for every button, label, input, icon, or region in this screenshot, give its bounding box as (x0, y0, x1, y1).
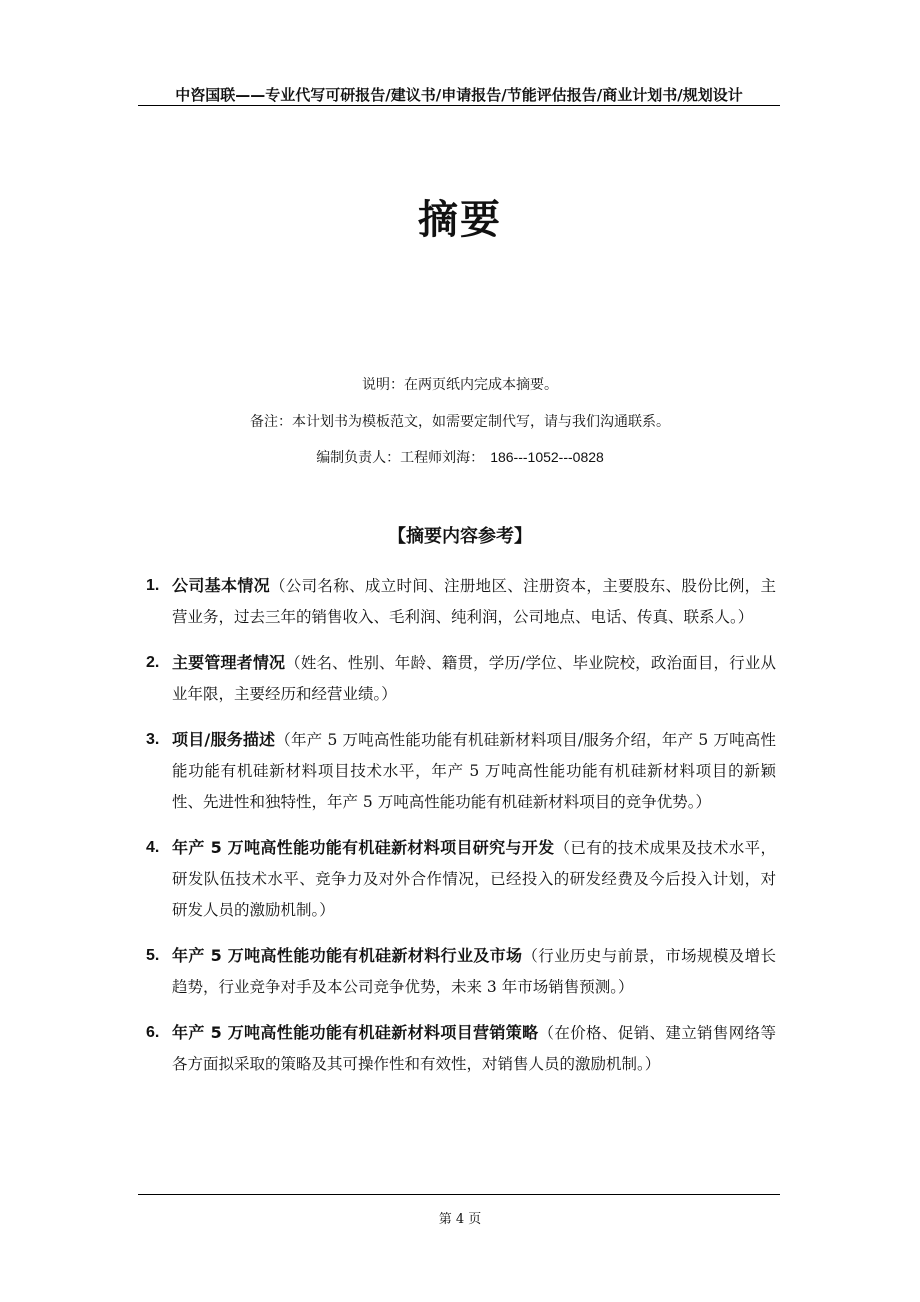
contact-phone: 186---1052---0828 (490, 449, 604, 465)
item-number: 3. (146, 731, 160, 748)
note-explanation: 说明：在两页纸内完成本摘要。 (362, 377, 558, 393)
item-heading: 年产 5 万吨高性能功能有机硅新材料项目研究与开发 (172, 838, 555, 857)
item-number: 2. (146, 654, 160, 671)
note-contact (0, 447, 920, 467)
item-number: 1. (146, 577, 160, 594)
item-text: （年产 5 万吨高性能功能有机硅新材料项目/服务介绍，年产 5 万吨高性能功能有机硅新材料项目技术水平，年产 5 万吨高性能功能有机硅新材料项目的新颖性、先进性和独特性，年产 5 万吨高性能功能有机硅新材料项目的竞争优势。） (172, 731, 776, 811)
list-item (146, 832, 776, 926)
page-header: 中咨国联——专业代写可研报告/建议书/申请报告/节能评估报告/商业计划书/规划设计 (175, 86, 743, 104)
item-heading: 年产 5 万吨高性能功能有机硅新材料行业及市场 (172, 946, 523, 965)
section-heading: 【摘要内容参考】 (388, 526, 532, 547)
contact-label: 编制负责人：工程师刘海： (316, 450, 485, 466)
item-heading: 年产 5 万吨高性能功能有机硅新材料项目营销策略 (172, 1023, 539, 1042)
item-text: （姓名、性别、年龄、籍贯，学历/学位、毕业院校，政治面目，行业从业年限，主要经历和经营业绩。） (172, 654, 776, 703)
item-number: 6. (146, 1024, 160, 1041)
list-item (146, 570, 776, 633)
header-divider (138, 105, 780, 106)
list-item (146, 940, 776, 1003)
item-text: （公司名称、成立时间、注册地区、注册资本，主要股东、股份比例，主营业务，过去三年的销售收入、毛利润、纯利润，公司地点、电话、传真、联系人。） (172, 577, 776, 626)
item-heading: 主要管理者情况 (172, 653, 286, 672)
note-remark: 备注：本计划书为模板范文，如需要定制代写，请与我们沟通联系。 (250, 414, 670, 430)
item-text: （行业历史与前景，市场规模及增长趋势，行业竞争对手及本公司竞争优势，未来 3 年市场销售预测。） (172, 947, 776, 996)
list-item (146, 1017, 776, 1080)
page-number: 第 4 页 (438, 1212, 482, 1227)
item-text: （在价格、促销、建立销售网络等各方面拟采取的策略及其可操作性和有效性，对销售人员的激励机制。） (172, 1024, 776, 1073)
item-heading: 项目/服务描述 (172, 730, 276, 749)
summary-items-list (146, 570, 776, 1094)
list-item (146, 724, 776, 818)
footer-divider (138, 1194, 780, 1195)
item-heading: 公司基本情况 (172, 576, 270, 595)
list-item (146, 647, 776, 710)
item-text: （已有的技术成果及技术水平，研发队伍技术水平、竞争力及对外合作情况，已经投入的研发经费及今后投入计划，对研发人员的激励机制。） (172, 839, 776, 919)
item-number: 4. (146, 839, 160, 856)
document-title: 摘要 (418, 196, 502, 243)
item-number: 5. (146, 947, 160, 964)
